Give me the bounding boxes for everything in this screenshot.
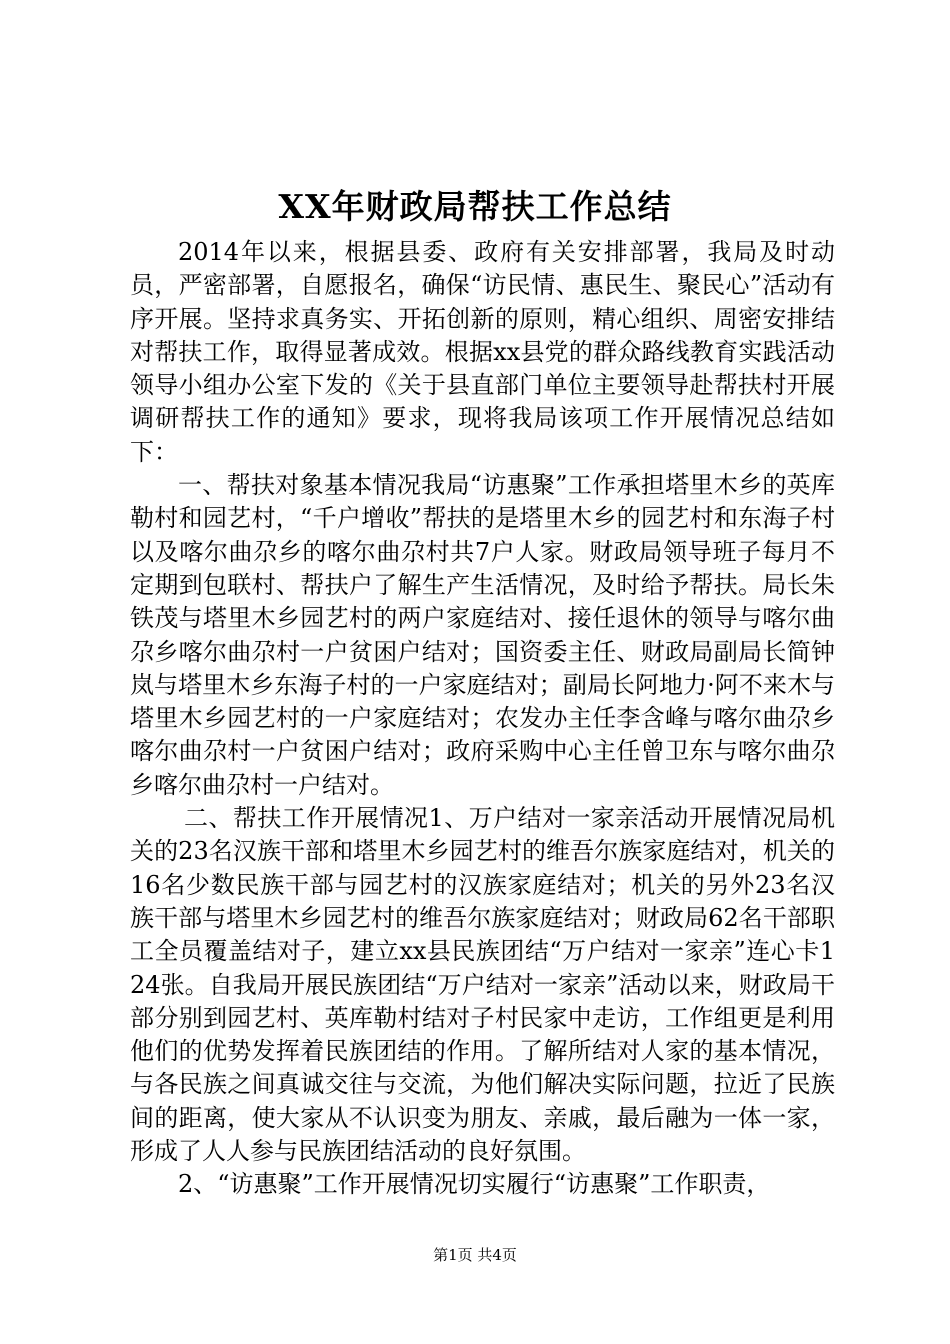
document-title: XX年财政局帮扶工作总结 [278, 187, 672, 226]
paragraph-section-2: 二、帮扶工作开展情况1、万户结对一家亲活动开展情况局机关的23名汉族干部和塔里木乡园艺村的维吾尔族家庭结对，机关的16名少数民族干部与园艺村的汉族家庭结对；机关的另外23名汉族干部与塔里木乡园艺村的维吾尔族家庭结对；财政局62名干部职工全员覆盖结对子，建立xx县民族团结“万户结对一家亲”连心卡124张。自我局开展民族团结“万户结对一家亲”活动以来，财政局干部分别到园艺村、英库勒村结对子村民家中走访，工作组更是利用他们的优势发挥着民族团结的作用。了解所结对人家的基本情况，与各民族之间真诚交往与交流，为他们解决实际问题，拉近了民族间的距离，使大家从不认识变为朋友、亲戚，最后融为一体一家，形成了人人参与民族团结活动的良好氛围。 [130, 804, 835, 1166]
paragraph-intro: 2014年以来，根据县委、政府有关安排部署，我局及时动员，严密部署，自愿报名，确保“访民情、惠民生、聚民心”活动有序开展。坚持求真务实、开拓创新的原则，精心组织、周密安排结对帮扶工作，取得显著成效。根据xx县党的群众路线教育实践活动领导小组办公室下发的《关于县直部门单位主要领导赴帮扶村开展调研帮扶工作的通知》要求，现将我局该项工作开展情况总结如下： [130, 238, 835, 466]
paragraph-section-1: 一、帮扶对象基本情况我局“访惠聚”工作承担塔里木乡的英库勒村和园艺村，“千户增收”帮扶的是塔里木乡的园艺村和东海子村以及喀尔曲尕乡的喀尔曲尕村共7户人家。财政局领导班子每月不定期到包联村、帮扶户了解生产生活情况，及时给予帮扶。局长朱铁茂与塔里木乡园艺村的两户家庭结对、接任退休的领导与喀尔曲尕乡喀尔曲尕村一户贫困户结对；国资委主任、财政局副局长简钟岚与塔里木乡东海子村的一户家庭结对；副局长阿地力·阿不来木与塔里木乡园艺村的一户家庭结对；农发办主任李含峰与喀尔曲尕乡喀尔曲尕村一户贫困户结对；政府采购中心主任曾卫东与喀尔曲尕乡喀尔曲尕村一户结对。 [130, 471, 835, 799]
document-body [130, 236, 835, 1202]
page-number-footer: 第1页 共4页 [433, 1246, 517, 1264]
paragraph-section-2-item-2: 2、“访惠聚”工作开展情况切实履行“访惠聚”工作职责， [178, 1170, 771, 1199]
